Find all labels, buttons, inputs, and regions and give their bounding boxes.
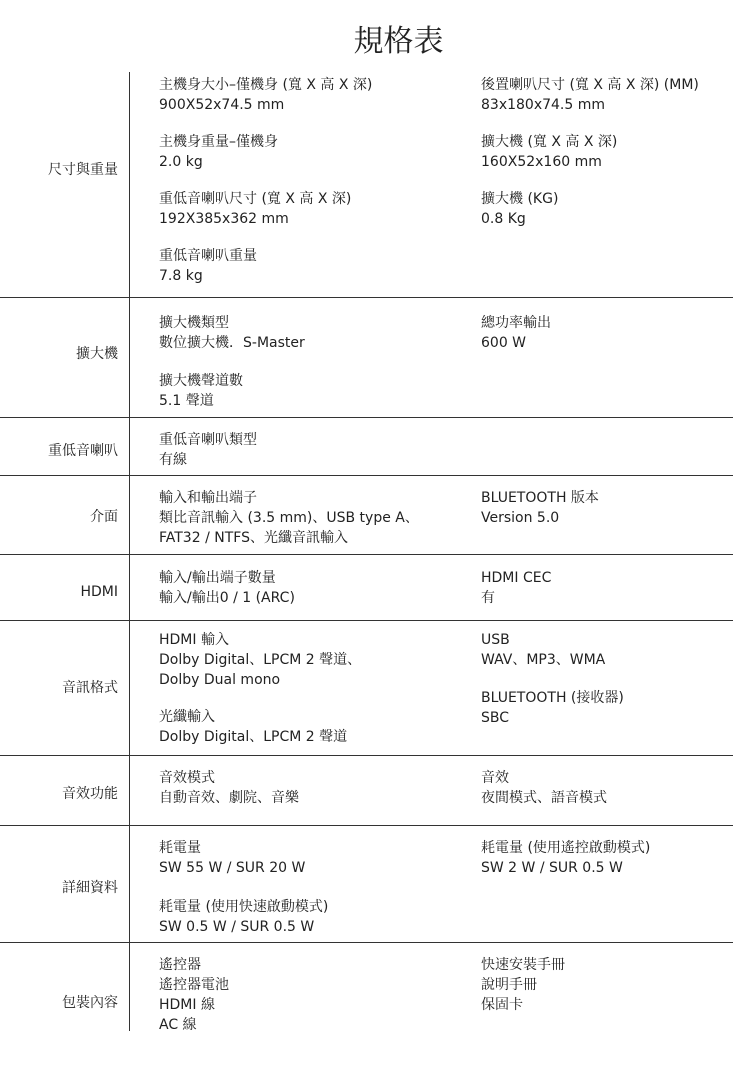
spec-value: 自動音效、劇院、音樂: [159, 790, 299, 806]
spec-value: 5.1 聲道: [159, 393, 214, 409]
spec-rear-size: [481, 75, 699, 115]
spec-name: 輸入/輸出端子數量: [159, 570, 276, 586]
spec-optical-input: [159, 707, 347, 747]
spec-sub-type: [159, 430, 257, 470]
package-list-left: [159, 955, 229, 1035]
spec-name: 擴大機類型: [159, 315, 229, 331]
section-label-details: 詳細資料: [62, 880, 118, 896]
spec-power-remote-start: [481, 838, 650, 878]
package-item: 說明手冊: [481, 977, 537, 993]
section-divider: [0, 620, 733, 621]
spec-value: 數位擴大機．S-Master: [159, 335, 305, 351]
package-item: 遙控器電池: [159, 977, 229, 993]
spec-name: 光纖輸入: [159, 709, 215, 725]
section-divider: [0, 554, 733, 555]
spec-sub-size: [159, 189, 351, 229]
spec-value: 900X52x74.5 mm: [159, 97, 285, 113]
spec-value: 7.8 kg: [159, 268, 203, 284]
spec-name: 耗電量 (使用快速啟動模式): [159, 899, 329, 915]
spec-name: 耗電量: [159, 840, 201, 856]
spec-sound-mode: [159, 768, 299, 808]
spec-name: BLUETOOTH 版本: [481, 490, 599, 506]
spec-hdmi-input: [159, 630, 361, 690]
section-label-hdmi: HDMI: [80, 584, 118, 600]
spec-sub-weight: [159, 246, 257, 286]
spec-name: 重低音喇叭類型: [159, 432, 257, 448]
spec-name: 擴大機聲道數: [159, 373, 243, 389]
spec-value: WAV、MP3、WMA: [481, 652, 606, 668]
spec-name: HDMI CEC: [481, 570, 552, 586]
spec-name: 主機身大小–僅機身 (寬 X 高 X 深): [159, 77, 373, 93]
spec-name: 擴大機 (寬 X 高 X 深): [481, 134, 618, 150]
spec-value: 0.8 Kg: [481, 211, 526, 227]
spec-value-line: 類比音訊輸入 (3.5 mm)、USB type A、: [159, 510, 419, 526]
section-divider: [0, 297, 733, 298]
spec-name: 主機身重量–僅機身: [159, 134, 278, 150]
section-label-package: 包裝內容: [62, 995, 118, 1011]
page-title: 規格表: [353, 24, 444, 59]
spec-value: Dolby Digital、LPCM 2 聲道: [159, 729, 348, 745]
spec-main-size: [159, 75, 372, 115]
section-divider: [0, 475, 733, 476]
section-label-size-weight: 尺寸與重量: [48, 162, 118, 178]
spec-name: BLUETOOTH (接收器): [481, 690, 624, 706]
spec-amp-weight: [481, 189, 558, 229]
spec-value: SW 55 W / SUR 20 W: [159, 860, 306, 876]
spec-amp-channels: [159, 371, 243, 411]
package-list-right: [481, 955, 565, 1015]
section-label-sound-effects: 音效功能: [62, 786, 118, 802]
section-divider: [0, 825, 733, 826]
spec-amp-type: [159, 313, 305, 353]
spec-value: 輸入/輸出0 / 1 (ARC): [159, 590, 295, 606]
spec-bt-receiver: [481, 688, 624, 728]
spec-value: 192X385x362 mm: [159, 211, 289, 227]
spec-name: 輸入和輸出端子: [159, 490, 257, 506]
spec-hdmi-cec: [481, 568, 551, 608]
spec-power-consumption: [159, 838, 305, 878]
package-item: 遙控器: [159, 957, 201, 973]
spec-power-quick-start: [159, 897, 328, 937]
spec-sound-effect: [481, 768, 607, 808]
spec-name: 後置喇叭尺寸 (寬 X 高 X 深) (MM): [481, 77, 699, 93]
package-item: 快速安裝手冊: [481, 957, 565, 973]
spec-value-line: Dolby Digital、LPCM 2 聲道、: [159, 652, 362, 668]
section-divider: [0, 755, 733, 756]
spec-value: SW 0.5 W / SUR 0.5 W: [159, 919, 315, 935]
spec-amp-size: [481, 132, 617, 172]
spec-value: 有線: [159, 452, 187, 468]
section-label-audio-format: 音訊格式: [62, 680, 118, 696]
spec-value-line: FAT32 / NTFS、光纖音訊輸入: [159, 530, 348, 546]
spec-name: 重低音喇叭尺寸 (寬 X 高 X 深): [159, 191, 352, 207]
spec-bt-version: [481, 488, 599, 528]
package-item: 保固卡: [481, 997, 523, 1013]
spec-value-line: Dolby Dual mono: [159, 672, 281, 688]
spec-name: 重低音喇叭重量: [159, 248, 257, 264]
package-item: AC 線: [159, 1017, 197, 1033]
spec-value: 600 W: [481, 335, 527, 351]
spec-value: SBC: [481, 710, 510, 726]
spec-name: 總功率輸出: [481, 315, 551, 331]
section-label-amplifier: 擴大機: [76, 346, 118, 362]
spec-name: 音效模式: [159, 770, 215, 786]
spec-value: 2.0 kg: [159, 154, 203, 170]
column-divider: [129, 72, 130, 1031]
spec-name: 耗電量 (使用遙控啟動模式): [481, 840, 651, 856]
spec-name: USB: [481, 632, 510, 648]
section-divider: [0, 417, 733, 418]
package-item: HDMI 線: [159, 997, 215, 1013]
spec-total-power: [481, 313, 551, 353]
spec-value: 83x180x74.5 mm: [481, 97, 606, 113]
spec-value: 夜間模式、語音模式: [481, 790, 607, 806]
spec-usb-format: [481, 630, 605, 670]
spec-main-weight: [159, 132, 278, 172]
spec-hdmi-ports: [159, 568, 295, 608]
spec-value: SW 2 W / SUR 0.5 W: [481, 860, 623, 876]
spec-value: Version 5.0: [481, 510, 560, 526]
section-label-subwoofer: 重低音喇叭: [48, 443, 118, 459]
spec-name: HDMI 輸入: [159, 632, 229, 648]
spec-io-terminals: [159, 488, 419, 548]
spec-value: 有: [481, 590, 495, 606]
section-label-interface: 介面: [90, 509, 118, 525]
section-divider: [0, 942, 733, 943]
spec-name: 音效: [481, 770, 509, 786]
spec-name: 擴大機 (KG): [481, 191, 559, 207]
spec-value: 160X52x160 mm: [481, 154, 602, 170]
